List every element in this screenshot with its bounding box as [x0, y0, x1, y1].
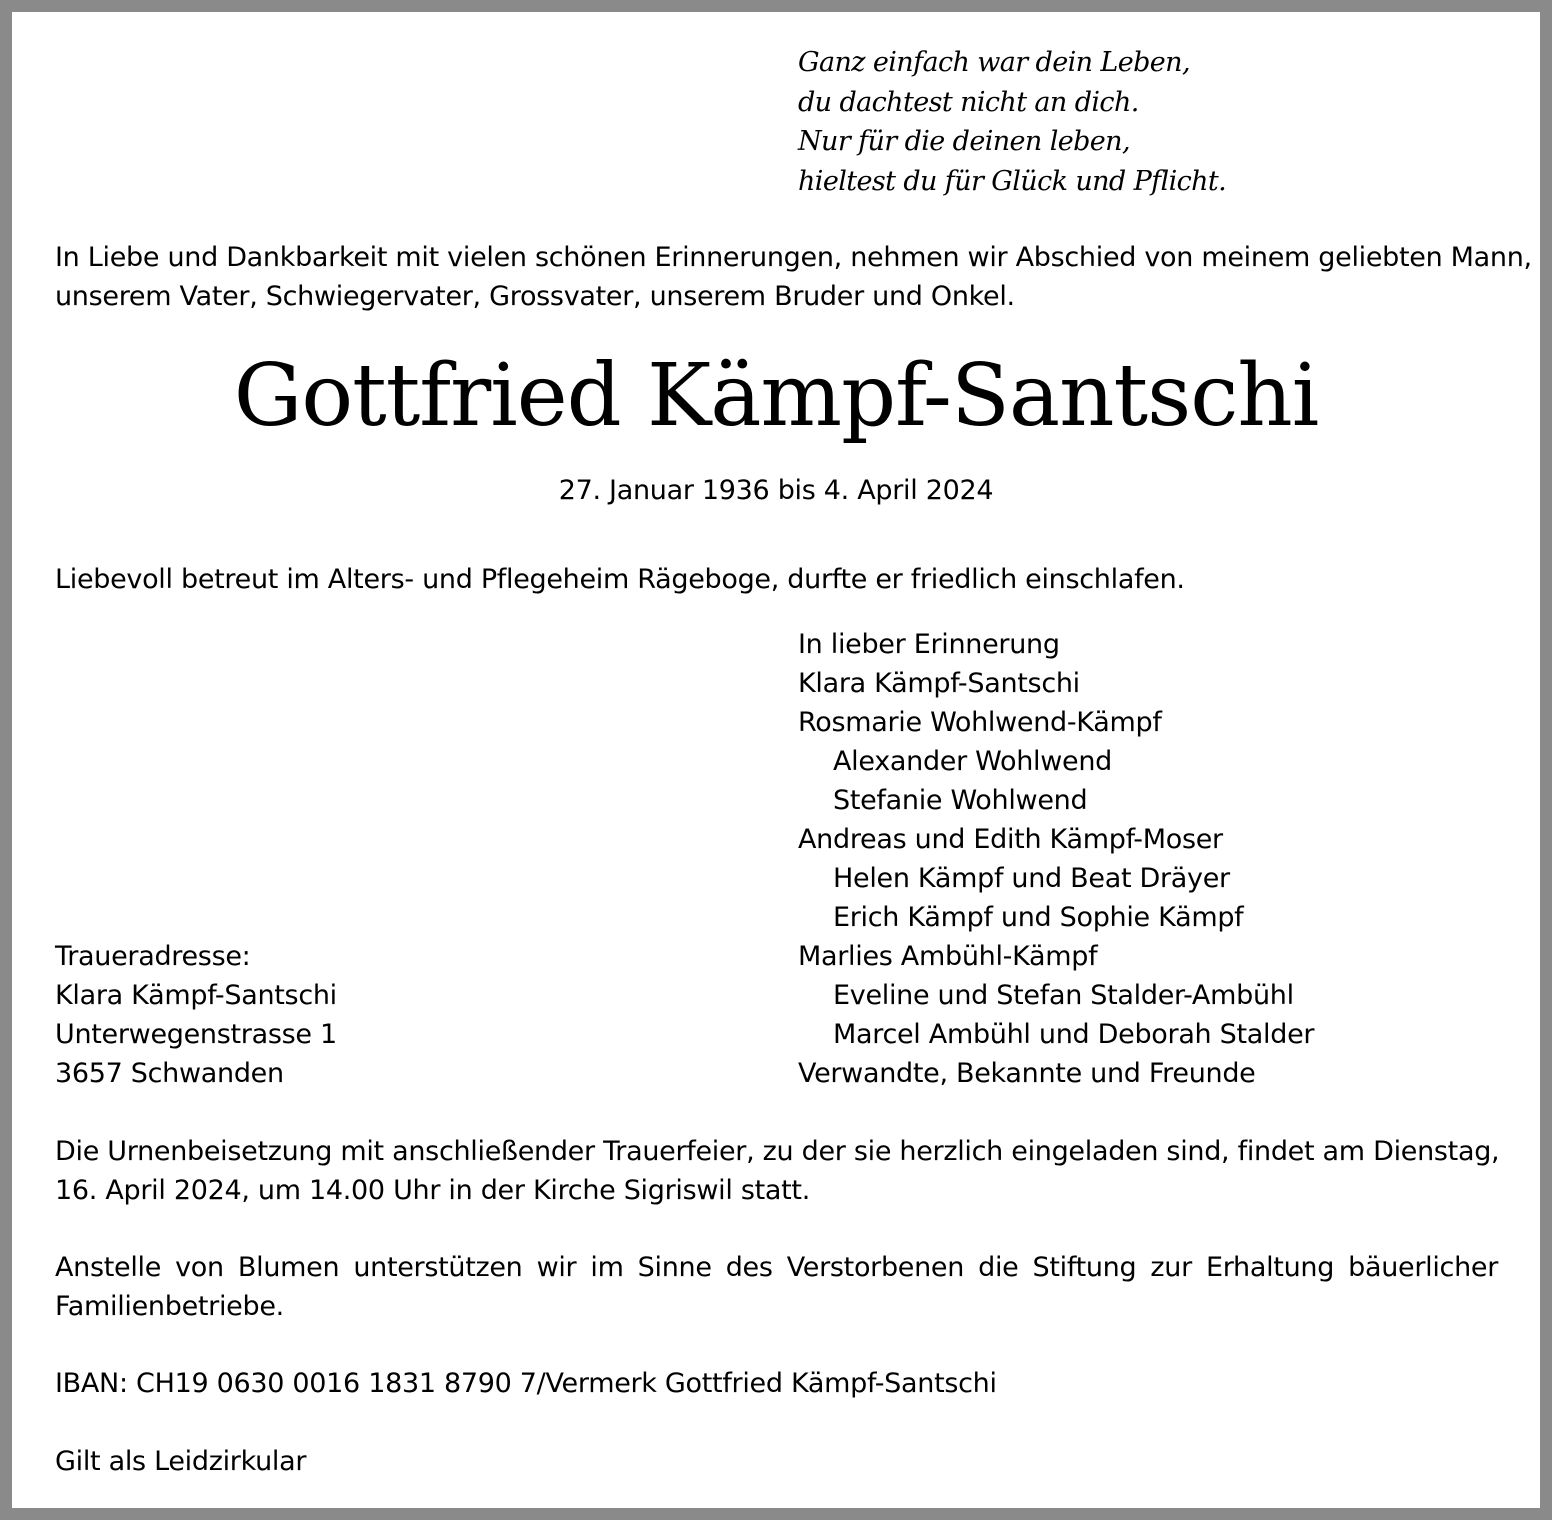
family-heading: In lieber Erinnerung — [798, 629, 1060, 660]
family-member: Verwandte, Bekannte und Freunde — [798, 1058, 1256, 1089]
family-member: Rosmarie Wohlwend-Kämpf — [798, 707, 1162, 738]
family-member: Klara Kämpf-Santschi — [798, 668, 1080, 699]
family-member: Alexander Wohlwend — [833, 746, 1112, 777]
poem — [798, 43, 1226, 201]
family-member: Erich Kämpf und Sophie Kämpf — [833, 902, 1244, 933]
poem-line: Ganz einfach war dein Leben, — [798, 47, 1190, 78]
address-street: Unterwegenstrasse 1 — [55, 1019, 337, 1050]
donation-info — [55, 1248, 1498, 1326]
family-member: Helen Kämpf und Beat Dräyer — [833, 863, 1230, 894]
life-dates: 27. Januar 1936 bis 4. April 2024 — [558, 475, 994, 506]
iban-info: IBAN: CH19 0630 0016 1831 8790 7/Vermerk Gottfried Kämpf-Santschi — [55, 1368, 997, 1399]
poem-line: hieltest du für Glück und Pflicht. — [798, 165, 1227, 197]
family-member: Marcel Ambühl und Deborah Stalder — [833, 1019, 1315, 1050]
intro-line: unserem Vater, Schwiegervater, Grossvater, unserem Bruder und Onkel. — [55, 281, 1015, 312]
family-member: Eveline und Stefan Stalder-Ambühl — [833, 980, 1294, 1011]
family-member: Stefanie Wohlwend — [833, 785, 1088, 816]
circular-note: Gilt als Leidzirkular — [55, 1446, 307, 1477]
mourning-address — [55, 937, 337, 1093]
poem-line: Nur für die deinen leben, — [798, 126, 1130, 157]
intro-text — [55, 238, 1532, 316]
address-city: 3657 Schwanden — [55, 1058, 284, 1089]
ceremony-line: 16. April 2024, um 14.00 Uhr in der Kirche Sigriswil statt. — [55, 1175, 810, 1206]
donation-line: Familienbetriebe. — [55, 1291, 284, 1322]
family-list — [798, 625, 1314, 1093]
address-name: Klara Kämpf-Santschi — [55, 980, 337, 1011]
poem-line: du dachtest nicht an dich. — [798, 86, 1139, 118]
ceremony-line: Die Urnenbeisetzung mit anschließender Trauerfeier, zu der sie herzlich eingeladen sind, findet am Dienstag, — [55, 1136, 1500, 1167]
donation-line: Anstelle von Blumen unterstützen wir im Sinne des Verstorbenen die Stiftung zur Erhaltung bäuerlicher — [55, 1252, 1498, 1283]
address-label: Traueradresse: — [55, 941, 251, 972]
intro-line: In Liebe und Dankbarkeit mit vielen schönen Erinnerungen, nehmen wir Abschied von meinem geliebten Mann, — [55, 242, 1532, 273]
obituary-notice — [12, 12, 1540, 1508]
family-member: Marlies Ambühl-Kämpf — [798, 941, 1098, 972]
ceremony-info — [55, 1132, 1498, 1210]
deceased-name: Gottfried Kämpf-Santschi — [233, 346, 1319, 446]
family-member: Andreas und Edith Kämpf-Moser — [798, 824, 1223, 855]
care-note: Liebevoll betreut im Alters- und Pflegeheim Rägeboge, durfte er friedlich einschlafen. — [55, 564, 1185, 595]
